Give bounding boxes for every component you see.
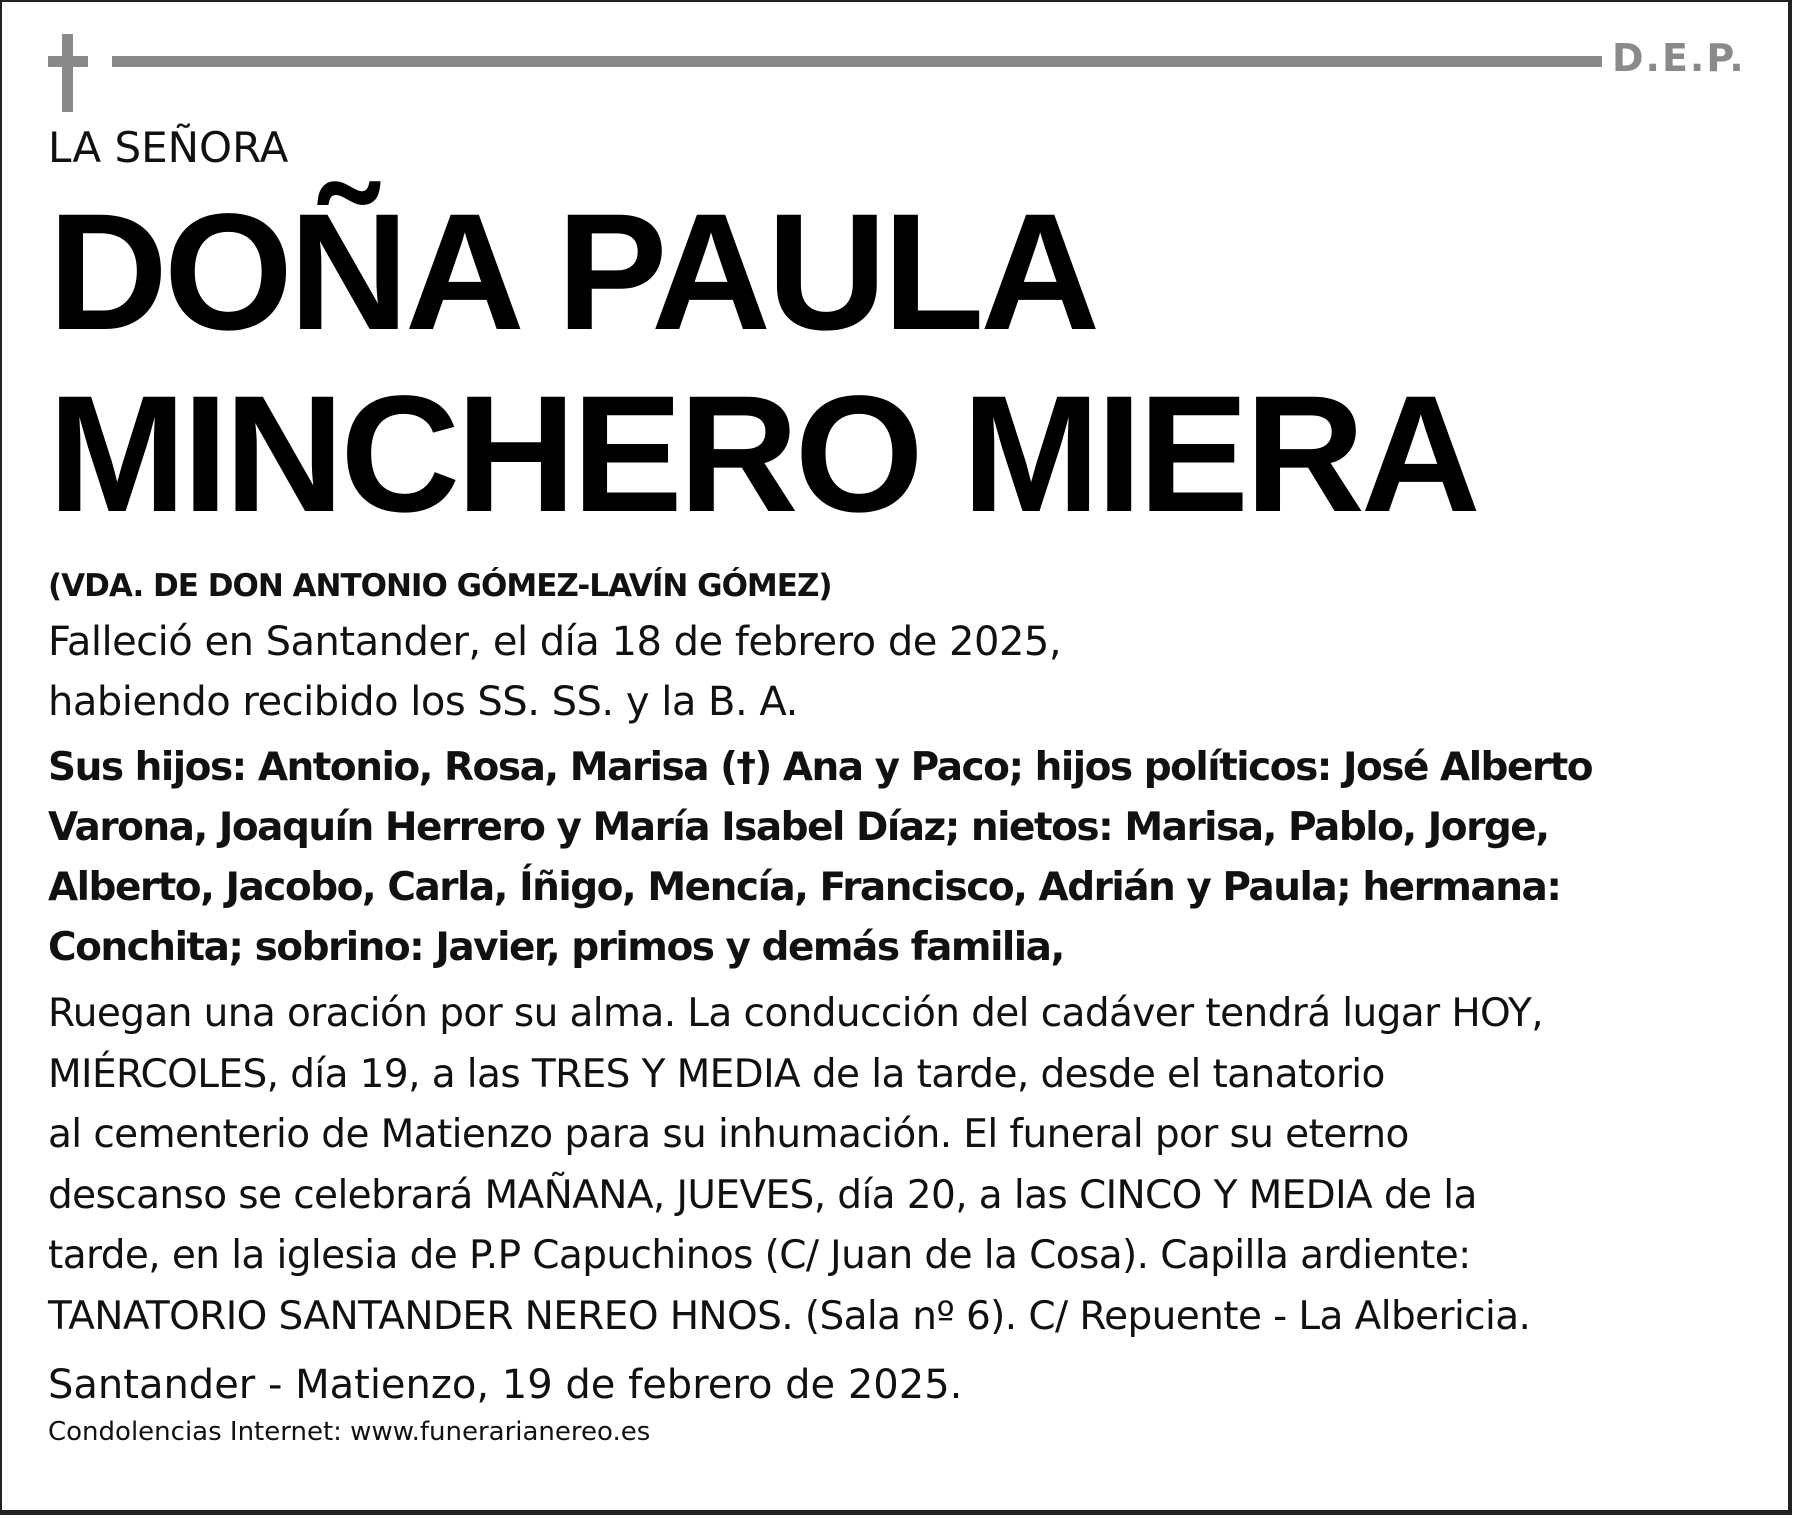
widow-of: (VDA. DE DON ANTONIO GÓMEZ-LAVÍN GÓMEZ) [48, 568, 832, 604]
funeral-line-3: al cementerio de Matienzo para su inhumación. El funeral por su eterno [48, 1112, 1409, 1157]
dep-label: D.E.P. [1612, 36, 1746, 80]
deceased-name [48, 182, 1768, 546]
condolences-link: Condolencias Internet: www.funerarianereo.es [48, 1417, 651, 1447]
funeral-line-1: Ruegan una oración por su alma. La conducción del cadáver tendrá lugar HOY, [48, 991, 1544, 1036]
funeral-line-4: descanso se celebrará MAÑANA, JUEVES, día 20, a las CINCO Y MEDIA de la [48, 1172, 1477, 1218]
dateline: Santander - Matienzo, 19 de febrero de 2025. [48, 1362, 963, 1408]
name-line-2: MINCHERO MIERA [48, 362, 1477, 547]
funeral-line-2: MIÉRCOLES, día 19, a las TRES Y MEDIA de la tarde, desde el tanatorio [48, 1051, 1385, 1097]
name-line-1: DOÑA PAULA [48, 180, 1097, 365]
family-line-1: Sus hijos: Antonio, Rosa, Marisa (†) Ana y Paco; hijos políticos: José Alberto [48, 745, 1593, 790]
family-line-2: Varona, Joaquín Herrero y María Isabel Díaz; nietos: Marisa, Pablo, Jorge, [48, 805, 1549, 850]
funeral-details [48, 984, 1768, 1347]
family-line-4: Conchita; sobrino: Javier, primos y demás familia, [48, 925, 1064, 970]
intro-title: LA SEÑORA [48, 123, 289, 172]
funeral-line-6: TANATORIO SANTANDER NEREO HNOS. (Sala nº 6). C/ Repuente - La Albericia. [48, 1293, 1531, 1339]
death-statement [48, 612, 1768, 732]
death-line-1: Falleció en Santander, el día 18 de febrero de 2025, [48, 619, 1062, 665]
cross-icon [48, 34, 88, 112]
death-line-2: habiendo recibido los SS. SS. y la B. A. [48, 679, 798, 725]
funeral-line-5: tarde, en la iglesia de P.P Capuchinos (C/ Juan de la Cosa). Capilla ardiente: [48, 1233, 1471, 1278]
notice-content [48, 118, 1768, 1449]
family-list [48, 738, 1768, 978]
family-line-3: Alberto, Jacobo, Carla, Íñigo, Mencía, Francisco, Adrián y Paula; hermana: [48, 865, 1561, 910]
header-rule [112, 56, 1602, 67]
